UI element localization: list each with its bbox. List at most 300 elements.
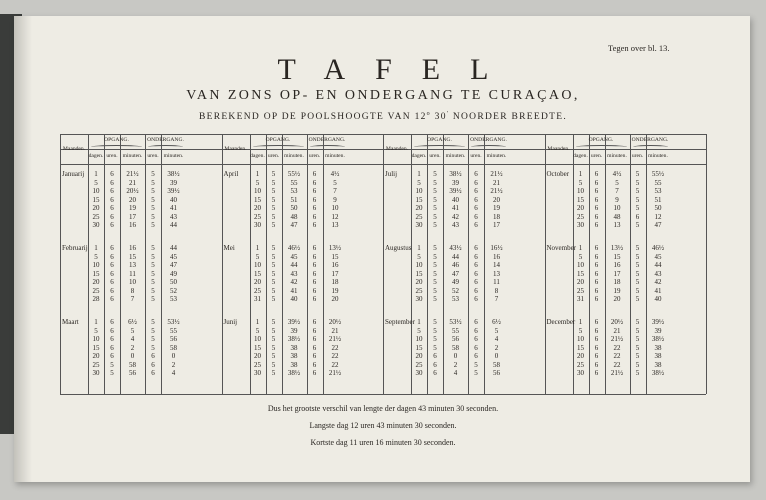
table-cell: 13 <box>331 221 339 229</box>
table-cell: 5 <box>271 252 276 261</box>
table-cell: 15 <box>577 343 584 352</box>
table-cell: 1 <box>94 170 98 178</box>
table-cell: 13 <box>493 269 500 278</box>
table-cell: 28 <box>92 295 100 303</box>
table-cell: 5 <box>94 252 98 261</box>
table-cell: 30 <box>577 369 584 377</box>
table-cell: 6 <box>594 286 599 295</box>
table-cell: 25 <box>254 212 261 221</box>
table-cell: 38½ <box>651 369 665 377</box>
header-minuten: minuten. <box>445 153 466 159</box>
table-cell: 5 <box>578 252 583 261</box>
header-brace <box>471 145 506 149</box>
table-cell: 6 <box>110 326 114 335</box>
month-name: Julij <box>385 170 398 178</box>
table-cell: 38 <box>290 360 298 369</box>
header-ondergang: ONDERGANG. <box>631 137 669 143</box>
table-cell: 6 <box>594 187 599 195</box>
table-cell: 5 <box>635 318 640 326</box>
table-cell: 5 <box>615 178 619 187</box>
table-cell: 5 <box>151 212 155 221</box>
table-cell: 42 <box>654 278 662 286</box>
table-cell: 13½ <box>610 244 624 252</box>
table-cell: 31 <box>577 295 584 303</box>
table-cell: 10 <box>92 335 100 343</box>
table-cell: 47 <box>170 261 177 269</box>
table-cell: 16½ <box>490 244 503 252</box>
table-cell: 5 <box>271 195 276 204</box>
table-cell: 6 <box>312 335 317 343</box>
table-cell: 6 <box>594 261 599 269</box>
table-cell: 21 <box>129 178 136 187</box>
table-cell: 2 <box>130 343 135 352</box>
table-cell: 16 <box>613 261 621 269</box>
table-cell: 47 <box>654 221 662 229</box>
month-name: Mei <box>223 244 235 252</box>
table-cell: 10 <box>254 261 261 269</box>
header-brace <box>148 145 183 149</box>
table-cell: 20 <box>415 204 423 212</box>
table-cell: 6 <box>474 252 478 261</box>
header-dagen: dagen. <box>573 153 588 159</box>
table-cell: 38 <box>290 343 298 352</box>
table-cell: 6 <box>474 204 478 212</box>
table-cell: 6 <box>474 286 478 295</box>
table-cell: 30 <box>415 295 423 303</box>
table-cell: 6 <box>312 326 317 335</box>
table-cell: 56 <box>170 335 177 343</box>
table-cell: 6 <box>594 178 599 187</box>
table-cell: 5 <box>151 221 155 229</box>
table-cell: 42 <box>452 212 459 221</box>
table-cell: 30 <box>415 369 423 377</box>
table-cell: 20 <box>254 352 261 360</box>
table-cell: 22 <box>613 360 621 369</box>
table-cell: 44 <box>452 252 459 261</box>
table-cell: 6½ <box>128 318 137 326</box>
table-cell: 55½ <box>287 170 301 178</box>
table-cell: 5 <box>271 269 276 278</box>
table-cell: 20 <box>577 204 584 212</box>
table-cell: 5 <box>635 369 640 377</box>
table-cell: 52 <box>170 286 177 295</box>
table-cell: 6 <box>312 278 317 286</box>
table-cell: 5 <box>417 252 421 261</box>
table-cell: 18 <box>493 212 500 221</box>
table-cell: 6 <box>312 295 317 303</box>
table-cell: 16 <box>493 252 500 261</box>
table-cell: 6 <box>110 352 114 360</box>
header-minuten: minuten. <box>122 153 143 159</box>
table-cell: 55 <box>654 178 662 187</box>
table-cell: 1 <box>417 244 421 252</box>
table-cell: 55 <box>290 178 298 187</box>
table-cell: 53 <box>170 295 177 303</box>
month-name: October <box>546 170 570 178</box>
table-cell: 15 <box>254 343 261 352</box>
footer-line-1: Dus het grootste verschil van lengte der dagen 43 minuten 30 seconden. <box>267 404 499 413</box>
header-brace <box>414 145 465 149</box>
table-cell: 6 <box>594 352 599 360</box>
table-cell: 25 <box>415 360 423 369</box>
table-cell: 42 <box>290 278 298 286</box>
block-divider <box>545 134 546 394</box>
table-cell: 5 <box>271 352 276 360</box>
table-cell: 5 <box>271 318 276 326</box>
table-cell: 6 <box>474 261 478 269</box>
table-cell: 55 <box>452 326 459 335</box>
table-cell: 38½ <box>287 369 301 377</box>
table-cell: 25 <box>415 212 423 221</box>
table-cell: 30 <box>92 221 100 229</box>
table-cell: 6 <box>312 212 317 221</box>
table-cell: 18 <box>613 278 621 286</box>
table-cell: 51 <box>654 195 662 204</box>
table-cell: 31 <box>254 295 261 303</box>
table-cell: 58 <box>129 360 136 369</box>
table-cell: 6 <box>594 343 599 352</box>
table-cell: 5 <box>433 195 437 204</box>
table-cell: 5 <box>635 252 640 261</box>
table-cell: 6 <box>594 195 599 204</box>
table-cell: 6 <box>474 278 478 286</box>
table-cell: 39 <box>290 326 298 335</box>
table-cell: 6 <box>594 269 599 278</box>
table-cell: 5 <box>635 261 640 269</box>
table-cell: 45 <box>170 252 177 261</box>
table-cell: 48 <box>613 212 621 221</box>
header-brace <box>310 145 345 149</box>
header-brace <box>91 145 142 149</box>
table-cell: 53 <box>654 187 662 195</box>
table-cell: 5 <box>94 326 98 335</box>
header-uren: uren. <box>590 153 603 159</box>
table-cell: 30 <box>415 221 423 229</box>
table-cell: 5 <box>635 195 640 204</box>
table-cell: 43 <box>654 269 662 278</box>
table-cell: 6 <box>110 295 114 303</box>
table-cell: 0 <box>453 352 458 360</box>
table-cell: 5 <box>433 244 437 252</box>
table-cell: 5 <box>151 343 155 352</box>
month-name: Januarij <box>62 170 85 178</box>
table-cell: 39½ <box>167 187 180 195</box>
table-cell: 5 <box>635 244 640 252</box>
table-cell: 1 <box>578 170 583 178</box>
table-cell: 5 <box>433 187 437 195</box>
table-cell: 5 <box>433 343 437 352</box>
header-minuten: minuten. <box>648 153 668 159</box>
table-cell: 21½ <box>328 369 342 377</box>
table-cell: 22 <box>331 360 339 369</box>
table-cell: 6 <box>312 269 317 278</box>
table-cell: 6 <box>474 343 478 352</box>
table-cell: 6 <box>594 244 599 252</box>
table-cell: 15 <box>92 195 100 204</box>
table-cell: 6 <box>110 178 114 187</box>
header-minuten: minuten. <box>607 153 627 159</box>
table-cell: 6 <box>312 221 317 229</box>
header-uren: uren. <box>631 153 644 159</box>
table-cell: 21½ <box>490 187 503 195</box>
table-cell: 6 <box>594 335 599 343</box>
table-cell: 56 <box>129 369 136 377</box>
table-cell: 46 <box>452 261 459 269</box>
table-cell: 15 <box>331 252 339 261</box>
table-cell: 6 <box>110 252 114 261</box>
header-brace <box>576 145 627 149</box>
table-cell: 5 <box>433 212 437 221</box>
table-cell: 1 <box>578 244 583 252</box>
table-rule <box>60 394 706 395</box>
table-cell: 17 <box>613 269 621 278</box>
table-cell: 15 <box>92 343 100 352</box>
page-subtitle-2: BEREKEND OP DE POOLSHOOGTE VAN 12$^o$ 30' NOORDER BREEDTE. <box>198 111 568 123</box>
table-cell: 19 <box>613 286 621 295</box>
month-name: September <box>385 318 415 326</box>
header-ondergang: ONDERGANG. <box>308 137 346 143</box>
table-cell: 5 <box>151 286 155 295</box>
table-cell: 5 <box>271 204 276 212</box>
table-cell: 5 <box>635 343 640 352</box>
table-cell: 5 <box>151 335 155 343</box>
table-cell: 2 <box>171 360 176 369</box>
table-cell: 6½ <box>492 318 501 326</box>
table-cell: 10 <box>415 261 423 269</box>
table-cell: 50 <box>290 204 298 212</box>
table-cell: 1 <box>417 170 421 178</box>
table-cell: 49 <box>452 278 459 286</box>
table-cell: 6 <box>312 204 317 212</box>
table-cell: 15 <box>613 252 621 261</box>
table-cell: 6 <box>151 369 155 377</box>
table-cell: 5 <box>635 221 640 229</box>
table-cell: 14 <box>493 261 500 269</box>
table-cell: 15 <box>92 269 100 278</box>
table-cell: 41 <box>170 204 177 212</box>
footer-line-3: Kortste dag 11 uren 16 minuten 30 seconden. <box>310 438 456 447</box>
table-cell: 53 <box>452 295 459 303</box>
table-cell: 4½ <box>612 170 622 178</box>
table-cell: 6 <box>312 261 317 269</box>
table-cell: 7 <box>130 295 135 303</box>
table-cell: 22 <box>331 352 339 360</box>
table-cell: 30 <box>577 221 584 229</box>
table-cell: 6 <box>594 170 599 178</box>
table-cell: 15 <box>129 252 136 261</box>
table-cell: 10 <box>415 335 423 343</box>
table-cell: 25 <box>254 286 261 295</box>
table-cell: 19 <box>493 204 500 212</box>
table-cell: 5 <box>271 295 276 303</box>
table-cell: 47 <box>452 269 459 278</box>
table-cell: 5 <box>255 178 260 187</box>
header-ondergang: ONDERGANG. <box>147 137 184 143</box>
table-cell: 6 <box>433 369 437 377</box>
table-cell: 38 <box>654 343 662 352</box>
table-cell: 20 <box>254 204 261 212</box>
table-cell: 58 <box>170 343 177 352</box>
month-name: Junij <box>223 318 238 326</box>
table-cell: 5 <box>151 170 155 178</box>
table-cell: 5 <box>433 221 437 229</box>
table-cell: 5 <box>151 326 155 335</box>
table-cell: 10 <box>129 278 136 286</box>
page-title: TAFEL <box>277 53 519 86</box>
header-minuten: minuten. <box>325 153 345 159</box>
table-cell: 44 <box>290 261 298 269</box>
table-cell: 5 <box>151 261 155 269</box>
table-cell: 20 <box>92 352 100 360</box>
month-name: April <box>223 170 239 178</box>
month-name: December <box>546 318 576 326</box>
table-cell: 6 <box>474 221 478 229</box>
table-cell: 25 <box>92 286 100 295</box>
table-cell: 6 <box>312 252 317 261</box>
table-cell: 6 <box>594 278 599 286</box>
table-cell: 43 <box>452 221 459 229</box>
table-cell: 5 <box>635 295 640 303</box>
table-cell: 5 <box>417 178 421 187</box>
table-cell: 1 <box>94 244 98 252</box>
table-cell: 0 <box>171 352 176 360</box>
block-divider <box>60 134 61 394</box>
table-cell: 7 <box>333 187 337 195</box>
header-uren: uren. <box>267 153 280 159</box>
table-cell: 21 <box>493 178 500 187</box>
table-cell: 17 <box>493 221 500 229</box>
table-cell: 38½ <box>167 170 180 178</box>
table-cell: 6 <box>594 212 599 221</box>
table-cell: 15 <box>254 269 261 278</box>
block-divider <box>222 134 223 394</box>
table-cell: 4 <box>171 369 176 377</box>
table-cell: 38½ <box>651 335 665 343</box>
table-cell: 5 <box>635 278 640 286</box>
table-cell: 5 <box>433 204 437 212</box>
table-cell: 25 <box>415 286 423 295</box>
table-cell: 6 <box>312 170 317 178</box>
table-cell: 10 <box>254 187 261 195</box>
table-cell: 58 <box>452 343 459 352</box>
table-cell: 48 <box>290 212 298 221</box>
table-cell: 20 <box>331 295 339 303</box>
table-cell: 41 <box>452 204 459 212</box>
table-cell: 44 <box>654 261 662 269</box>
table-cell: 8 <box>130 286 135 295</box>
table-cell: 5 <box>94 178 98 187</box>
table-cell: 6 <box>433 360 437 369</box>
table-cell: 50 <box>170 278 177 286</box>
header-uren: uren. <box>429 153 441 159</box>
table-cell: 6 <box>312 244 317 252</box>
table-cell: 6 <box>474 178 478 187</box>
table-cell: 5 <box>110 360 114 369</box>
table-cell: 21½ <box>490 170 503 178</box>
table-cell: 43 <box>170 212 177 221</box>
table-cell: 20 <box>92 204 100 212</box>
table-cell: 6 <box>474 195 478 204</box>
table-cell: 5 <box>433 261 437 269</box>
table-cell: 6 <box>474 187 478 195</box>
table-cell: 6 <box>474 244 478 252</box>
table-cell: 5 <box>130 326 135 335</box>
table-cell: 53½ <box>449 318 462 326</box>
table-cell: 5 <box>255 252 260 261</box>
table-cell: 22 <box>331 343 339 352</box>
table-cell: 18 <box>331 278 339 286</box>
table-cell: 10 <box>92 187 100 195</box>
table-cell: 19 <box>129 204 136 212</box>
table-cell: 8 <box>494 286 499 295</box>
table-cell: 47 <box>290 221 298 229</box>
page-subtitle: VAN ZONS OP- EN ONDERGANG TE CURAÇAO, <box>186 88 580 103</box>
table-cell: 5 <box>333 178 337 187</box>
table-cell: 6 <box>312 286 317 295</box>
table-cell: 6 <box>110 170 114 178</box>
table-cell: 5 <box>635 326 640 335</box>
table-cell: 5 <box>151 318 155 326</box>
table-cell: 25 <box>577 212 584 221</box>
table-cell: 25 <box>92 360 100 369</box>
table-cell: 25 <box>254 360 261 369</box>
table-cell: 21½ <box>610 369 624 377</box>
table-cell: 11 <box>493 278 500 286</box>
table-cell: 5 <box>635 335 640 343</box>
table-cell: 10 <box>577 261 584 269</box>
table-cell: 15 <box>415 343 423 352</box>
footer-line-2: Langste dag 12 uren 43 minuten 30 seconden. <box>309 421 457 430</box>
table-cell: 49 <box>170 269 177 278</box>
table-cell: 6 <box>110 187 114 195</box>
table-cell: 20 <box>129 195 136 204</box>
table-cell: 21 <box>613 326 621 335</box>
table-cell: 20 <box>613 295 621 303</box>
table-cell: 6 <box>474 318 478 326</box>
table-cell: 45 <box>290 252 298 261</box>
table-cell: 45 <box>654 252 662 261</box>
table-cell: 5 <box>635 204 640 212</box>
table-cell: 5 <box>271 244 276 252</box>
table-cell: 22 <box>613 352 621 360</box>
table-cell: 6 <box>474 326 478 335</box>
table-cell: 4 <box>494 335 499 343</box>
table-cell: 20 <box>577 278 584 286</box>
table-cell: 5 <box>271 261 276 269</box>
table-cell: 5 <box>474 360 478 369</box>
table-cell: 5 <box>151 244 155 252</box>
table-cell: 5 <box>433 286 437 295</box>
table-cell: 19 <box>331 286 339 295</box>
table-cell: 20½ <box>126 187 139 195</box>
table-cell: 0 <box>130 352 135 360</box>
table-cell: 6 <box>312 360 317 369</box>
table-cell: 6 <box>110 212 114 221</box>
table-cell: 5 <box>635 286 640 295</box>
table-cell: 6 <box>110 269 114 278</box>
table-cell: 5 <box>433 269 437 278</box>
table-cell: 2 <box>494 343 499 352</box>
header-brace <box>633 145 668 149</box>
table-cell: 20 <box>254 278 261 286</box>
table-cell: 5 <box>271 178 276 187</box>
table-cell: 56 <box>493 369 500 377</box>
table-cell: 5 <box>110 369 114 377</box>
table-cell: 1 <box>578 318 583 326</box>
header-opgang: OPGANG. <box>104 137 129 143</box>
table-cell: 43 <box>290 269 298 278</box>
table-cell: 40 <box>170 195 177 204</box>
